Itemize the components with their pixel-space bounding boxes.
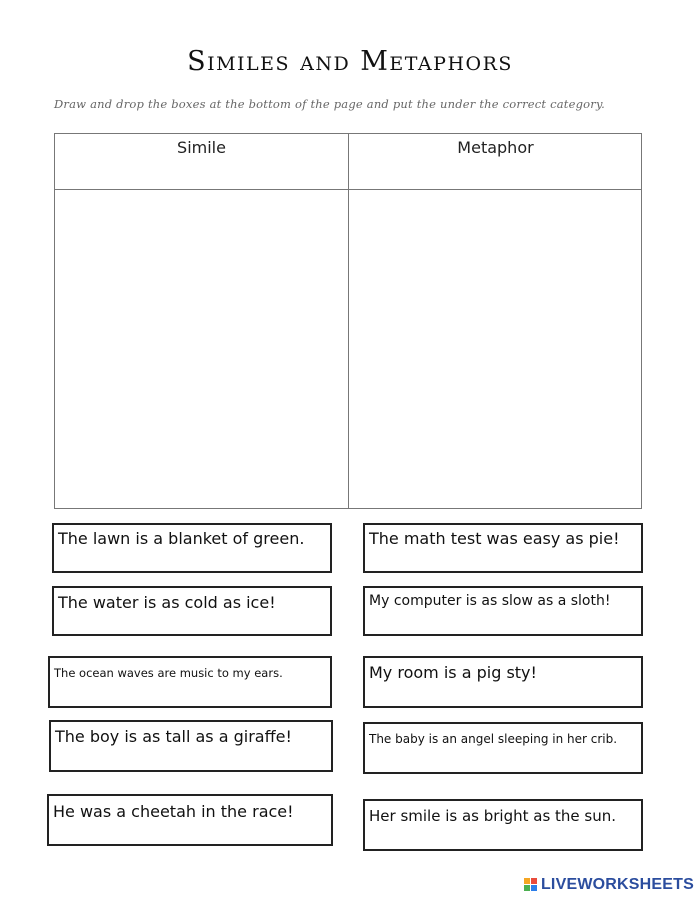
column-header-simile: Simile [177,138,226,157]
liveworksheets-logo-text: LIVEWORKSHEETS [540,876,694,893]
draggable-card[interactable] [363,586,643,636]
card-text: My computer is as slow as a sloth! [369,593,611,609]
card-text: My room is a pig sty! [369,663,537,682]
worksheet-title: Similes and Metaphors [187,46,513,77]
liveworksheets-logo-icon [524,878,538,892]
card-text: The boy is as tall as a giraffe! [55,727,292,746]
draggable-card[interactable] [363,722,643,774]
card-text: The math test was easy as pie! [369,529,620,548]
drop-zone-metaphor[interactable] [349,190,641,508]
card-text: The baby is an angel sleeping in her crib. [369,732,618,746]
draggable-card[interactable] [47,794,333,846]
draggable-card[interactable] [52,586,332,636]
column-header-metaphor: Metaphor [457,138,534,157]
draggable-card[interactable] [363,656,643,708]
draggable-card[interactable] [48,656,332,708]
draggable-card[interactable] [49,720,333,772]
sorting-table [54,133,642,509]
draggable-card[interactable] [363,523,643,573]
draggable-card[interactable] [52,523,332,573]
draggable-card[interactable] [363,799,643,851]
card-text: The lawn is a blanket of green. [58,529,305,548]
card-text: He was a cheetah in the race! [53,802,294,821]
card-text: Her smile is as bright as the sun. [369,807,617,825]
instructions-text: Draw and drop the boxes at the bottom of the page and put the under the correct category. [54,97,606,111]
liveworksheets-logo [524,876,694,894]
drop-zone-simile[interactable] [55,190,348,508]
card-text: The water is as cold as ice! [58,593,276,612]
card-text: The ocean waves are music to my ears. [54,666,283,680]
